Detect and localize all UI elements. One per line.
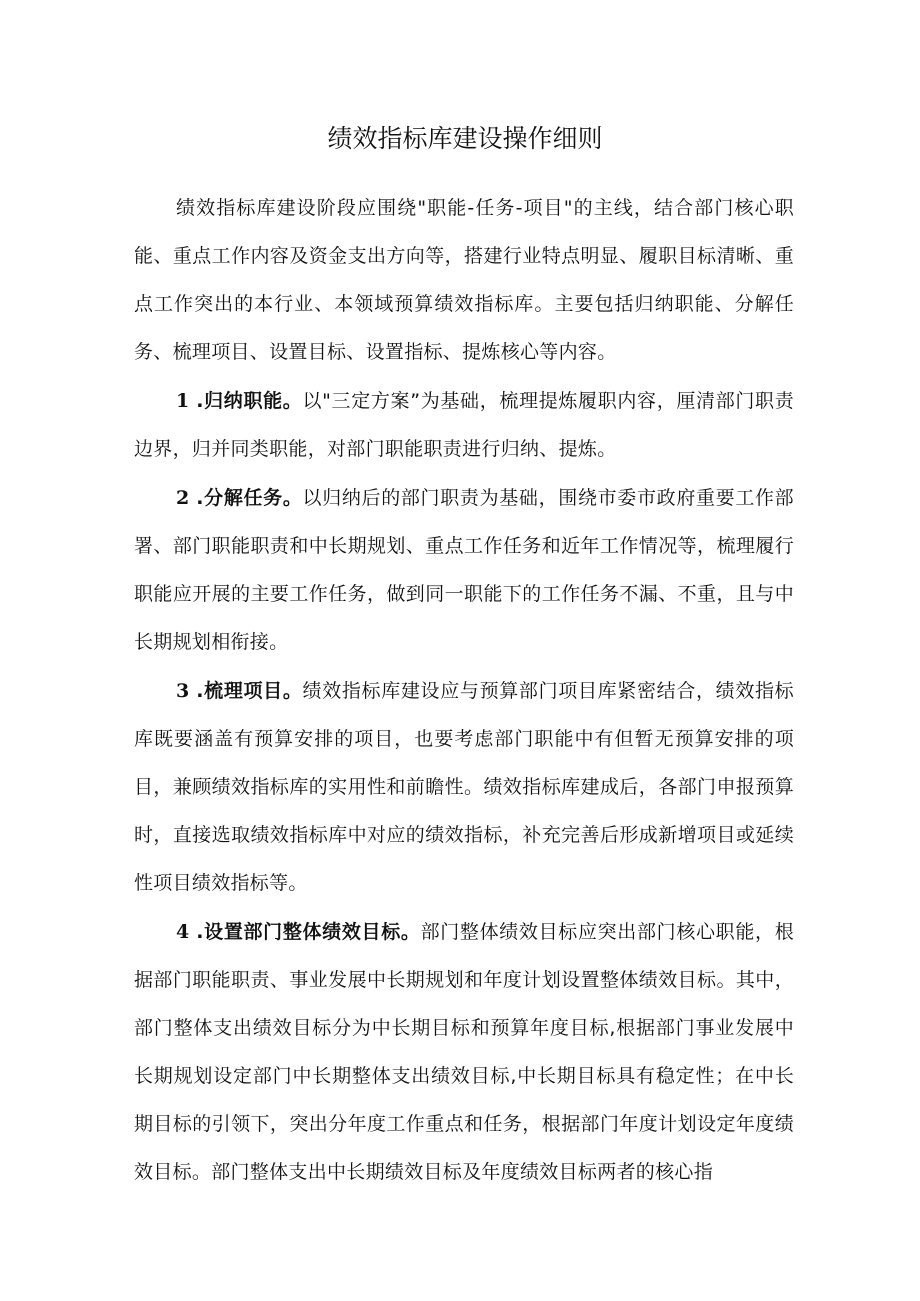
section-heading: .分解任务。 xyxy=(196,487,303,509)
section-paragraph-1 xyxy=(134,377,794,473)
section-text: 绩效指标库建设应与预算部门项目库紧密结合，绩效指标库既要涵盖有预算安排的项目，也要考虑部门职能中有但暂无预算安排的项目，兼顾绩效指标库的实用性和前瞻性。绩效指标库建成后，各部门申报预算时，直接选取绩效指标库中对应的绩效指标，补充完善后形成新增项目或延续性项目绩效指标等。 xyxy=(134,680,794,894)
section-heading: .设置部门整体绩效目标。 xyxy=(196,921,421,943)
section-number: 1 xyxy=(176,390,190,412)
section-text: 部门整体绩效目标应突出部门核心职能，根据部门职能职责、事业发展中长期规划和年度计划设置整体绩效目标。其中，部门整体支出绩效目标分为中长期目标和预算年度目标,根据部门事业发展中长期规划设定部门中长期整体支出绩效目标,中长期目标具有稳定性；在中长期目标的引领下，突出分年度工作重点和任务，根据部门年度计划设定年度绩效目标。部门整体支出中长期绩效目标及年度绩效目标两者的核心指 xyxy=(134,921,794,1183)
section-number: 3 xyxy=(176,680,190,702)
section-number: 2 xyxy=(176,487,190,509)
section-number: 4 xyxy=(176,921,190,943)
section-heading: .梳理项目。 xyxy=(196,680,303,702)
section-paragraph-4 xyxy=(134,908,794,1196)
section-paragraph-3 xyxy=(134,667,794,907)
section-paragraph-2 xyxy=(134,474,794,666)
section-heading: .归纳职能。 xyxy=(196,390,303,412)
document-title: 绩效指标库建设操作细则 xyxy=(327,124,603,153)
document-body xyxy=(134,184,794,1196)
section-text: 以"三定方案”为基础，梳理提炼履职内容，厘清部门职责边界，归并同类职能，对部门职能职责进行归纳、提炼。 xyxy=(134,390,794,460)
section-text: 以归纳后的部门职责为基础，围绕市委市政府重要工作部署、部门职能职责和中长期规划、重点工作任务和近年工作情况等，梳理履行职能应开展的主要工作任务，做到同一职能下的工作任务不漏、不重，且与中长期规划相衔接。 xyxy=(134,487,794,653)
intro-paragraph: 绩效指标库建设阶段应围绕"职能-任务-项目"的主线，结合部门核心职能、重点工作内容及资金支出方向等，搭建行业特点明显、履职目标清晰、重点工作突出的本行业、本领域预算绩效指标库。主要包括归纳职能、分解任务、梳理项目、设置目标、设置指标、提炼核心等内容。 xyxy=(134,197,794,363)
